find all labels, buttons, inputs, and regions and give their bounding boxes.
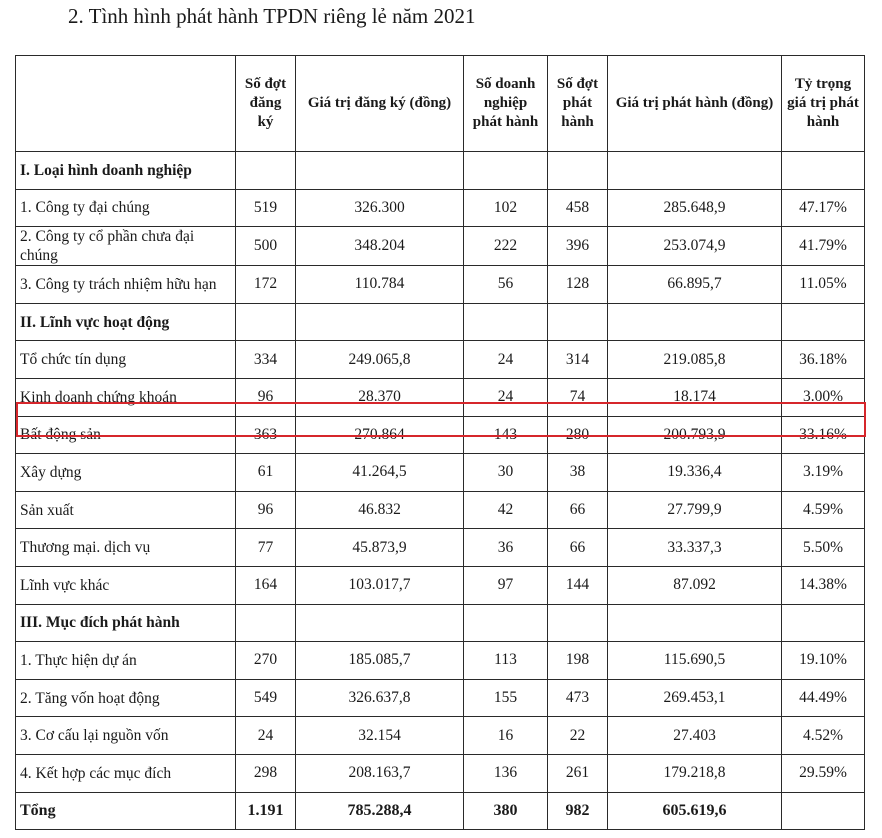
row-thuong-mai-dich-vu [16,529,865,567]
table-cell: 14.38% [782,566,865,604]
table-cell: 44.49% [782,679,865,717]
table-cell: 155 [464,679,548,717]
table-cell: 66 [548,491,608,529]
table-cell: 56 [464,266,548,304]
header-cell-so-dot-dang-ky: Số đợt đăng ký [236,56,296,152]
header-row [16,56,865,152]
row-label-cell: Sản xuất [16,491,236,529]
table-cell [296,303,464,341]
header-cell-so-dot-phat-hanh: Số đợt phát hành [548,56,608,152]
table-cell: 74 [548,378,608,416]
table-cell: 41.264,5 [296,454,464,492]
page-title: 2. Tình hình phát hành TPDN riêng lẻ năm 2021 [68,4,476,28]
table-cell: 28.370 [296,378,464,416]
table-cell: 16 [464,717,548,755]
table-cell: 500 [236,227,296,266]
table-cell: 519 [236,189,296,227]
table-cell: 96 [236,378,296,416]
header-cell-gia-tri-dang-ky: Giá trị đăng ký (đồng) [296,56,464,152]
table-cell: 24 [236,717,296,755]
table-cell: 24 [464,378,548,416]
row-label-cell: Thương mại. dịch vụ [16,529,236,567]
header-cell-so-doanh-nghiep: Số doanh nghiệp phát hành [464,56,548,152]
table-cell: 27.403 [608,717,782,755]
table-cell: 458 [548,189,608,227]
table-cell [608,303,782,341]
table-cell: 33.16% [782,416,865,454]
table-cell: 110.784 [296,266,464,304]
table-cell: 4.52% [782,717,865,755]
table-cell: 32.154 [296,717,464,755]
table-cell: 222 [464,227,548,266]
table-cell: 66.895,7 [608,266,782,304]
table-cell: 115.690,5 [608,642,782,680]
row-thuc-hien-du-an [16,642,865,680]
table-cell: 144 [548,566,608,604]
table-cell: 19.10% [782,642,865,680]
table-cell: 42 [464,491,548,529]
table-cell: 128 [548,266,608,304]
table-cell: 22 [548,717,608,755]
row-tang-von-hoat-dong [16,679,865,717]
row-san-xuat [16,491,865,529]
table-cell: 38 [548,454,608,492]
table-cell [782,604,865,642]
row-label-cell: Tổ chức tín dụng [16,341,236,379]
table-cell: 113 [464,642,548,680]
table-cell [782,152,865,190]
table-cell: 982 [548,792,608,830]
table-cell: 269.453,1 [608,679,782,717]
table-cell: 46.832 [296,491,464,529]
table-cell: 549 [236,679,296,717]
table-cell [782,303,865,341]
table-cell: 47.17% [782,189,865,227]
table-cell: 270 [236,642,296,680]
table-cell: 33.337,3 [608,529,782,567]
table-cell: 253.074,9 [608,227,782,266]
table-cell: 285.648,9 [608,189,782,227]
table-cell: 334 [236,341,296,379]
table-cell: 1.191 [236,792,296,830]
table-cell: 179.218,8 [608,754,782,792]
table-cell: 102 [464,189,548,227]
row-label-cell: 2. Tăng vốn hoạt động [16,679,236,717]
table-cell: 77 [236,529,296,567]
row-bat-dong-san [16,416,865,454]
table-cell [236,604,296,642]
table-cell: 97 [464,566,548,604]
table-cell [296,604,464,642]
row-label-cell: I. Loại hình doanh nghiệp [16,152,236,190]
table-cell [464,303,548,341]
table-cell: 5.50% [782,529,865,567]
table-cell: 36 [464,529,548,567]
table-cell: 219.085,8 [608,341,782,379]
table-cell: 18.174 [608,378,782,416]
table-cell: 785.288,4 [296,792,464,830]
table-cell: 41.79% [782,227,865,266]
row-co-cau-lai-nguon-von [16,717,865,755]
table-cell: 29.59% [782,754,865,792]
row-cong-ty-co-phan [16,227,865,266]
row-cong-ty-tnhh [16,266,865,304]
row-label-cell: III. Mục đích phát hành [16,604,236,642]
table-cell [548,152,608,190]
table-cell: 473 [548,679,608,717]
table-cell: 164 [236,566,296,604]
section-muc-dich [16,604,865,642]
table-cell: 36.18% [782,341,865,379]
table-cell: 172 [236,266,296,304]
row-label-cell: 1. Thực hiện dự án [16,642,236,680]
table-cell [236,303,296,341]
table-cell: 348.204 [296,227,464,266]
row-label-cell: Bất động sản [16,416,236,454]
table-cell [782,792,865,830]
table-cell: 198 [548,642,608,680]
table-cell [464,604,548,642]
table-cell: 270.864 [296,416,464,454]
row-label-cell: 3. Cơ cấu lại nguồn vốn [16,717,236,755]
table-cell [548,303,608,341]
row-kinh-doanh-chung-khoan [16,378,865,416]
table-cell: 136 [464,754,548,792]
header-cell-gia-tri-phat-hanh: Giá trị phát hành (đồng) [608,56,782,152]
table-cell: 143 [464,416,548,454]
table-cell: 280 [548,416,608,454]
header-cell-label [16,56,236,152]
table-cell: 45.873,9 [296,529,464,567]
row-label-cell: 4. Kết hợp các mục đích [16,754,236,792]
table-cell: 261 [548,754,608,792]
table-cell: 200.793,9 [608,416,782,454]
row-cong-ty-dai-chung [16,189,865,227]
table-cell: 249.065,8 [296,341,464,379]
row-label-cell: Xây dựng [16,454,236,492]
table-cell: 326.300 [296,189,464,227]
table-cell: 380 [464,792,548,830]
header-cell-ty-trong: Tỷ trọng giá trị phát hành [782,56,865,152]
table-body [16,152,865,830]
table-cell: 605.619,6 [608,792,782,830]
row-to-chuc-tin-dung [16,341,865,379]
table-cell: 3.00% [782,378,865,416]
row-label-cell: Lĩnh vực khác [16,566,236,604]
table-cell: 208.163,7 [296,754,464,792]
bond-issuance-table [15,55,865,830]
table-cell: 24 [464,341,548,379]
table-cell [464,152,548,190]
table-cell: 314 [548,341,608,379]
table-cell: 30 [464,454,548,492]
table-cell: 326.637,8 [296,679,464,717]
table-cell: 3.19% [782,454,865,492]
table-cell: 96 [236,491,296,529]
table-cell: 27.799,9 [608,491,782,529]
table-cell: 185.085,7 [296,642,464,680]
row-label-cell: 1. Công ty đại chúng [16,189,236,227]
row-label-cell: 2. Công ty cổ phần chưa đại chúng [16,227,236,266]
table-cell: 87.092 [608,566,782,604]
row-label-cell: Kinh doanh chứng khoán [16,378,236,416]
row-label-cell: Tổng [16,792,236,830]
row-tong [16,792,865,830]
table-cell [608,152,782,190]
section-linh-vuc [16,303,865,341]
row-xay-dung [16,454,865,492]
section-loai-hinh [16,152,865,190]
row-ket-hop-muc-dich [16,754,865,792]
row-linh-vuc-khac [16,566,865,604]
table-cell: 363 [236,416,296,454]
table-cell: 11.05% [782,266,865,304]
table-cell [236,152,296,190]
table-cell: 298 [236,754,296,792]
row-label-cell: II. Lĩnh vực hoạt động [16,303,236,341]
table-cell: 103.017,7 [296,566,464,604]
table-cell [608,604,782,642]
table-cell: 396 [548,227,608,266]
table-cell: 4.59% [782,491,865,529]
table-cell: 19.336,4 [608,454,782,492]
table-cell: 61 [236,454,296,492]
table-cell: 66 [548,529,608,567]
table-cell [296,152,464,190]
row-label-cell: 3. Công ty trách nhiệm hữu hạn [16,266,236,304]
table-cell [548,604,608,642]
